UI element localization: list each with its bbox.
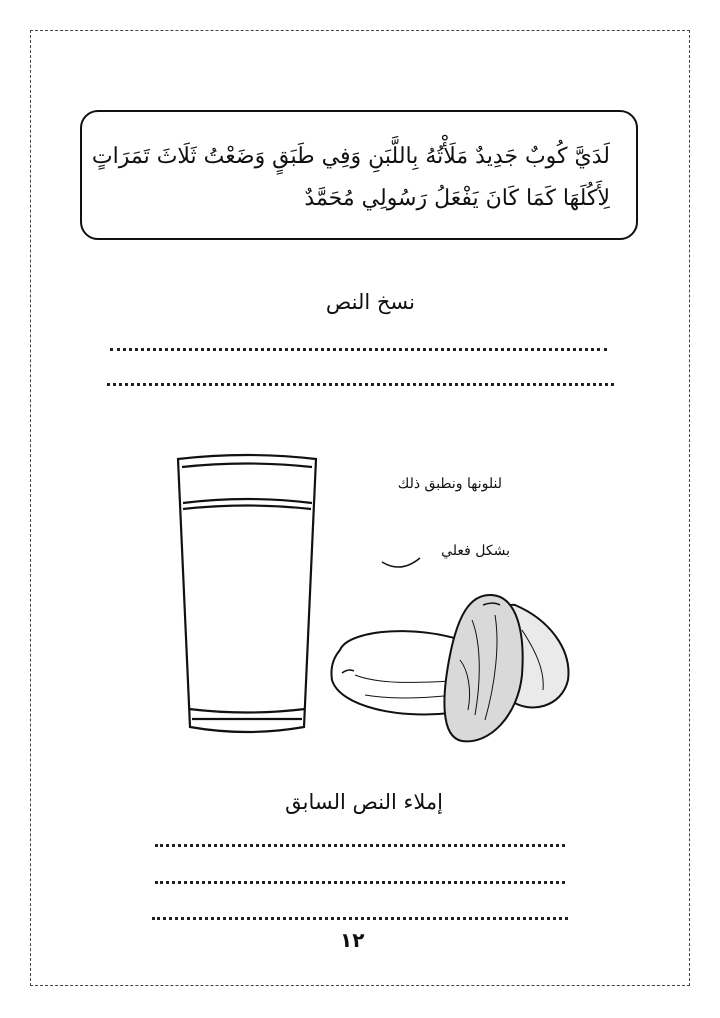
- instruction-note-line-1: لنلونها ونطبق ذلك: [397, 476, 502, 492]
- dictation-line-3[interactable]: [152, 917, 568, 920]
- dates-icon: [331, 595, 568, 741]
- dictation-line-1[interactable]: [155, 844, 565, 847]
- dictation-line-2[interactable]: [155, 881, 565, 884]
- page-number: ١٢: [340, 928, 365, 952]
- instruction-note-line-2: بشكل فعلي: [441, 543, 510, 559]
- passage-line-2: لِأَكُلَهَا كَمَا كَانَ يَفْعَلُ رَسُولِي مُحَمَّدٌ: [304, 186, 610, 211]
- passage-line-1: لَدَيَّ كُوبٌ جَدِيدٌ مَلَأْتُهُ بِاللَّبَنِ وَفِي طَبَقٍ وَضَعْتُ ثَلَاثَ تَمَرَاتٍ: [91, 144, 610, 169]
- milk-glass-and-dates-illustration: [150, 445, 610, 775]
- handwriting-flourish-icon: [382, 558, 420, 567]
- dictation-heading: إملاء النص السابق: [285, 790, 443, 814]
- passage-box: [80, 110, 638, 240]
- copy-line-2[interactable]: [107, 383, 614, 386]
- glass-icon: [178, 455, 316, 732]
- copy-heading: نسخ النص: [325, 290, 415, 314]
- copy-line-1[interactable]: [110, 348, 607, 351]
